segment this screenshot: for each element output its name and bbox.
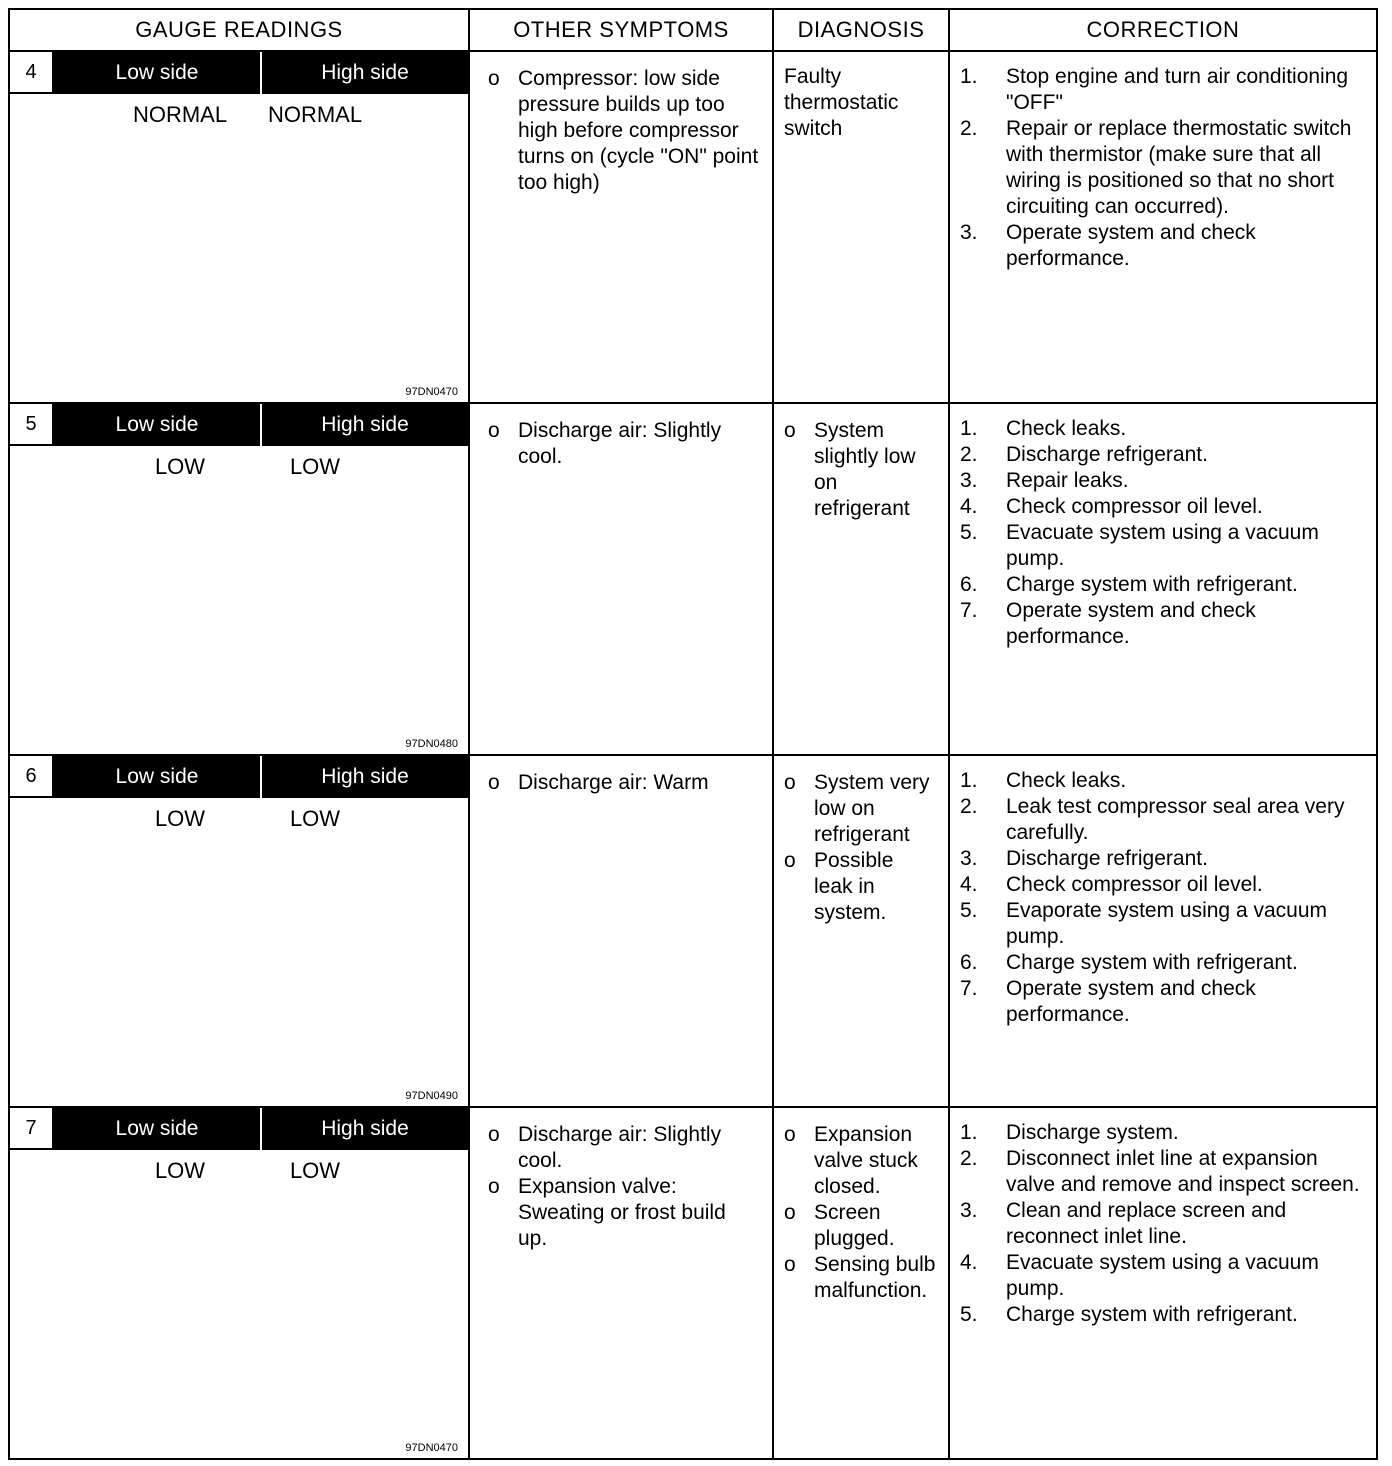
gauge-header-bar (10, 52, 468, 94)
correction-text: Evaporate system using a vacuum pump. (1006, 899, 1327, 948)
bullet-o-icon: o (488, 771, 500, 794)
correction-list (950, 756, 1376, 1028)
header-correction: CORRECTION (949, 9, 1377, 51)
diagnosis-item-text: Screen plugged. (814, 1201, 895, 1250)
correction-cell (949, 403, 1377, 755)
step-number: 4. (960, 873, 978, 896)
symptom-item (488, 770, 760, 796)
correction-text: Check compressor oil level. (1006, 495, 1263, 518)
diagnosis-item-text: Expansion valve stuck closed. (814, 1123, 918, 1198)
low-side-label: Low side (115, 765, 199, 788)
symptom-item (488, 66, 760, 196)
correction-step (960, 468, 1370, 494)
bullet-o-icon: o (784, 849, 796, 872)
diagnosis-item (784, 1252, 936, 1304)
correction-step (960, 1250, 1370, 1302)
diagnosis-item (784, 1122, 936, 1200)
step-number: 4. (960, 1251, 978, 1274)
gauge-readings-cell (9, 403, 469, 755)
header-other-symptoms: OTHER SYMPTOMS (469, 9, 773, 51)
correction-step (960, 116, 1370, 220)
step-number: 6. (960, 951, 978, 974)
step-number: 2. (960, 1147, 978, 1170)
bullet-o-icon: o (488, 1123, 500, 1146)
low-side-label: Low side (115, 61, 199, 84)
correction-text: Check leaks. (1006, 417, 1127, 440)
diagnosis-item (784, 770, 936, 848)
high-side-label: High side (260, 404, 468, 446)
correction-text: Charge system with refrigerant. (1006, 1303, 1298, 1326)
gauge-reading-labels (10, 454, 468, 482)
correction-text: Repair or replace thermostatic switch with thermistor (make sure that all wiring is positioned so that no short circuiting can occurred). (1006, 117, 1352, 218)
high-side-label: High side (260, 52, 468, 94)
diagnosis-item-text: System slightly low on refrigerant (814, 419, 916, 520)
high-reading-label: NORMAL (267, 102, 363, 127)
gauge-header-bar (10, 1108, 468, 1150)
other-symptoms-cell (469, 1107, 773, 1459)
diagnosis-text: Faulty thermostatic switch (784, 65, 899, 140)
step-number: 1. (960, 417, 978, 440)
correction-text: Evacuate system using a vacuum pump. (1006, 521, 1319, 570)
gauge-readings-cell (9, 755, 469, 1107)
figure-code: 97DN0480 (405, 738, 458, 750)
high-reading-label: LOW (289, 454, 341, 479)
correction-step (960, 976, 1370, 1028)
symptom-text: Discharge air: Warm (518, 771, 709, 794)
figure-code: 97DN0470 (405, 386, 458, 398)
symptom-list (470, 404, 772, 470)
step-number: 1. (960, 1121, 978, 1144)
correction-step (960, 520, 1370, 572)
step-number: 5. (960, 521, 978, 544)
high-side-label: High side (260, 1108, 468, 1150)
bullet-o-icon: o (488, 419, 500, 442)
correction-step (960, 572, 1370, 598)
step-number: 1. (960, 769, 978, 792)
correction-step (960, 898, 1370, 950)
bullet-o-icon: o (784, 1201, 796, 1224)
correction-text: Disconnect inlet line at expansion valve and remove and inspect screen. (1006, 1147, 1360, 1196)
correction-text: Discharge refrigerant. (1006, 443, 1208, 466)
correction-text: Operate system and check performance. (1006, 599, 1256, 648)
bullet-o-icon: o (784, 419, 796, 442)
diagnosis-cell (773, 403, 949, 755)
correction-list (950, 52, 1376, 272)
table-row (9, 403, 1377, 755)
step-number: 7. (960, 599, 978, 622)
correction-list (950, 404, 1376, 650)
diagnosis-cell (773, 755, 949, 1107)
diagnosis-list (774, 404, 948, 522)
gauge-header-bar (10, 756, 468, 798)
header-diagnosis: DIAGNOSIS (773, 9, 949, 51)
low-reading-label: LOW (154, 806, 206, 831)
table-row (9, 51, 1377, 403)
diagnosis-list (774, 756, 948, 926)
diagnosis-item (784, 1200, 936, 1252)
symptom-text: Discharge air: Slightly cool. (518, 419, 722, 468)
symptom-list (470, 756, 772, 796)
correction-text: Check leaks. (1006, 769, 1127, 792)
step-number: 2. (960, 117, 978, 140)
step-number: 3. (960, 469, 978, 492)
correction-text: Discharge refrigerant. (1006, 847, 1208, 870)
correction-step (960, 220, 1370, 272)
other-symptoms-cell (469, 755, 773, 1107)
correction-step (960, 1146, 1370, 1198)
correction-step (960, 442, 1370, 468)
step-number: 5. (960, 1303, 978, 1326)
case-number: 4 (10, 52, 54, 94)
symptom-list (470, 1108, 772, 1252)
correction-text: Charge system with refrigerant. (1006, 573, 1298, 596)
correction-step (960, 846, 1370, 872)
correction-step (960, 768, 1370, 794)
case-number: 5 (10, 404, 54, 446)
table-row (9, 755, 1377, 1107)
symptom-item (488, 418, 760, 470)
correction-step (960, 598, 1370, 650)
high-side-label: High side (260, 756, 468, 798)
correction-cell (949, 755, 1377, 1107)
low-side-label: Low side (115, 1117, 199, 1140)
symptom-item (488, 1174, 760, 1252)
diagnosis-table (8, 8, 1378, 1460)
correction-cell (949, 51, 1377, 403)
symptom-text: Expansion valve: Sweating or frost build up. (518, 1175, 726, 1250)
step-number: 5. (960, 899, 978, 922)
correction-step (960, 494, 1370, 520)
bullet-o-icon: o (488, 67, 500, 90)
correction-step (960, 416, 1370, 442)
diagnosis-item-text: Sensing bulb malfunction. (814, 1253, 936, 1302)
high-reading-label: LOW (289, 1158, 341, 1183)
correction-text: Discharge system. (1006, 1121, 1179, 1144)
step-number: 2. (960, 795, 978, 818)
other-symptoms-cell (469, 51, 773, 403)
correction-cell (949, 1107, 1377, 1459)
gauge-header-bar (10, 404, 468, 446)
low-reading-label: LOW (154, 1158, 206, 1183)
bullet-o-icon: o (784, 1123, 796, 1146)
correction-step (960, 1198, 1370, 1250)
correction-step (960, 794, 1370, 846)
diagnosis-item (784, 848, 936, 926)
gauge-reading-labels (10, 806, 468, 834)
symptom-list (470, 52, 772, 196)
low-reading-label: NORMAL (132, 102, 228, 127)
diagnosis-item (784, 418, 936, 522)
header-gauge-readings: GAUGE READINGS (9, 9, 469, 51)
correction-text: Clean and replace screen and reconnect inlet line. (1006, 1199, 1287, 1248)
correction-text: Check compressor oil level. (1006, 873, 1263, 896)
low-reading-label: LOW (154, 454, 206, 479)
diagnosis-cell (773, 51, 949, 403)
correction-text: Stop engine and turn air conditioning "OFF" (1006, 65, 1349, 114)
bullet-o-icon: o (488, 1175, 500, 1198)
step-number: 4. (960, 495, 978, 518)
step-number: 3. (960, 221, 978, 244)
correction-list (950, 1108, 1376, 1328)
correction-step (960, 872, 1370, 898)
correction-step (960, 950, 1370, 976)
correction-step (960, 1302, 1370, 1328)
table-row (9, 1107, 1377, 1459)
correction-text: Evacuate system using a vacuum pump. (1006, 1251, 1319, 1300)
bullet-o-icon: o (784, 1253, 796, 1276)
symptom-text: Discharge air: Slightly cool. (518, 1123, 722, 1172)
step-number: 3. (960, 1199, 978, 1222)
diagnosis-item-text: System very low on refrigerant (814, 771, 930, 846)
step-number: 6. (960, 573, 978, 596)
case-number: 6 (10, 756, 54, 798)
bullet-o-icon: o (784, 771, 796, 794)
gauge-readings-cell (9, 1107, 469, 1459)
step-number: 3. (960, 847, 978, 870)
low-side-label: Low side (115, 413, 199, 436)
gauge-reading-labels (10, 102, 468, 130)
diagnosis-list (774, 1108, 948, 1304)
gauge-reading-labels (10, 1158, 468, 1186)
correction-text: Repair leaks. (1006, 469, 1129, 492)
figure-code: 97DN0490 (405, 1090, 458, 1102)
step-number: 2. (960, 443, 978, 466)
case-number: 7 (10, 1108, 54, 1150)
correction-step (960, 1120, 1370, 1146)
diagnosis-item-text: Possible leak in system. (814, 849, 894, 924)
step-number: 7. (960, 977, 978, 1000)
step-number: 1. (960, 65, 978, 88)
correction-step (960, 64, 1370, 116)
gauge-readings-cell (9, 51, 469, 403)
symptom-item (488, 1122, 760, 1174)
other-symptoms-cell (469, 403, 773, 755)
correction-text: Leak test compressor seal area very carefully. (1006, 795, 1345, 844)
symptom-text: Compressor: low side pressure builds up too high before compressor turns on (cycle "ON" point too high) (518, 67, 759, 194)
high-reading-label: LOW (289, 806, 341, 831)
correction-text: Operate system and check performance. (1006, 221, 1256, 270)
figure-code: 97DN0470 (405, 1442, 458, 1454)
diagnosis-cell (773, 1107, 949, 1459)
correction-text: Operate system and check performance. (1006, 977, 1256, 1026)
header-row (9, 9, 1377, 51)
correction-text: Charge system with refrigerant. (1006, 951, 1298, 974)
